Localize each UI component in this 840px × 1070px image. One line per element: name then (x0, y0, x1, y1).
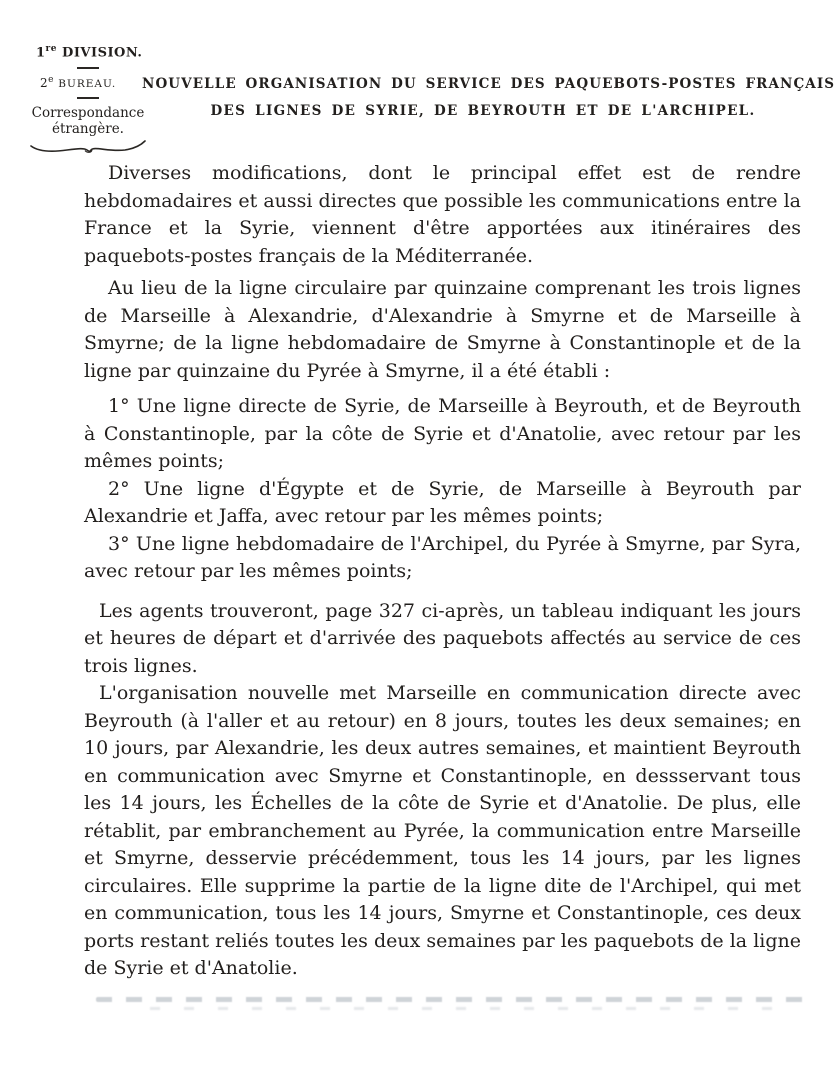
division-label (28, 44, 148, 60)
paragraph-intro: Diverses modifications, dont le principal effet est de rendre hebdomadaires et aussi directes que possible les communications entre la France et la Syrie, viennent d'être apportées aux itinéraires des paquebots-postes français de la Méditerranée. (84, 162, 801, 267)
paragraph-former-lines: Au lieu de la ligne circulaire par quinzaine comprenant les trois lignes de Marseille à Alexandrie, d'Alexandrie à Smyrne et de Marseille à Smyrne; de la ligne hebdomadaire de Smyrne à Constantinople et de la ligne par quinzaine du Pyrée à Smyrne, il a été établi : (84, 277, 801, 382)
flourish-underline-icon (29, 139, 147, 155)
correspondence-line1: Correspondance (31, 105, 145, 122)
divider-rule (77, 97, 99, 99)
scan-smudge (150, 1007, 780, 1010)
paragraph-organisation: L'organisation nouvelle met Marseille en communication directe avec Beyrouth (à l'aller et au retour) en 8 jours, toutes les deux semaines; en 10 jours, par Alexandrie, les deux autres semaines, et maintient Beyrouth en communication avec Smyrne et Constantinople, en dessservant tous les 14 jours, les Échelles de la côte de Syrie et d'Anatolie. De plus, elle rétablit, par embranchement au Pyrée, la communication entre Marseille et Smyrne, desservie précédemment, tous les 14 jours, par les lignes circulaires. Elle supprime la partie de la ligne dite de l'Archipel, qui met en communication, tous les 14 jours, Smyrne et Constantinople, ces deux ports restant reliés toutes les deux semaines par les paquebots de la ligne de Syrie et d'Anatolie. (84, 682, 801, 979)
division-ordinal-suffix: re (45, 44, 58, 54)
correspondence-line2: étrangère. (52, 121, 124, 138)
divider-rule (77, 67, 99, 69)
bureau-ordinal-suffix: e (48, 75, 54, 86)
bureau-number: 2 (40, 76, 49, 91)
paragraph-line-3: 3° Une ligne hebdomadaire de l'Archipel, du Pyrée à Smyrne, par Syra, avec retour par les mêmes points; (84, 532, 801, 582)
title-line1: NOUVELLE ORGANISATION DU SERVICE DES PAQUEBOTS-POSTES FRANÇAIS (142, 76, 836, 92)
paragraph-line-1: 1° Une ligne directe de Syrie, de Marseille à Beyrouth, et de Beyrouth à Constantinople, par la côte de Syrie et d'Anatolie, avec retour par les mêmes points; (84, 395, 801, 472)
title-line2: DES LIGNES DE SYRIE, DE BEYROUTH ET DE L'ARCHIPEL. (210, 103, 756, 119)
division-number: 1 (36, 45, 46, 61)
margin-notes (28, 44, 148, 155)
document-title (142, 76, 836, 119)
scan-smudge (96, 997, 808, 1002)
correspondence-label (28, 105, 148, 137)
paragraph-agents-table: Les agents trouveront, page 327 ci-après, un tableau indiquant les jours et heures de départ et d'arrivée des paquebots affectés au service de ces trois lignes. (84, 599, 801, 677)
paragraph-line-2: 2° Une ligne d'Égypte et de Syrie, de Marseille à Beyrouth par Alexandrie et Jaffa, avec retour par les mêmes points; (84, 477, 801, 527)
division-name: DIVISION. (62, 45, 143, 61)
bureau-name: BUREAU. (58, 78, 117, 91)
body-text (84, 160, 801, 983)
bureau-label (28, 75, 148, 90)
